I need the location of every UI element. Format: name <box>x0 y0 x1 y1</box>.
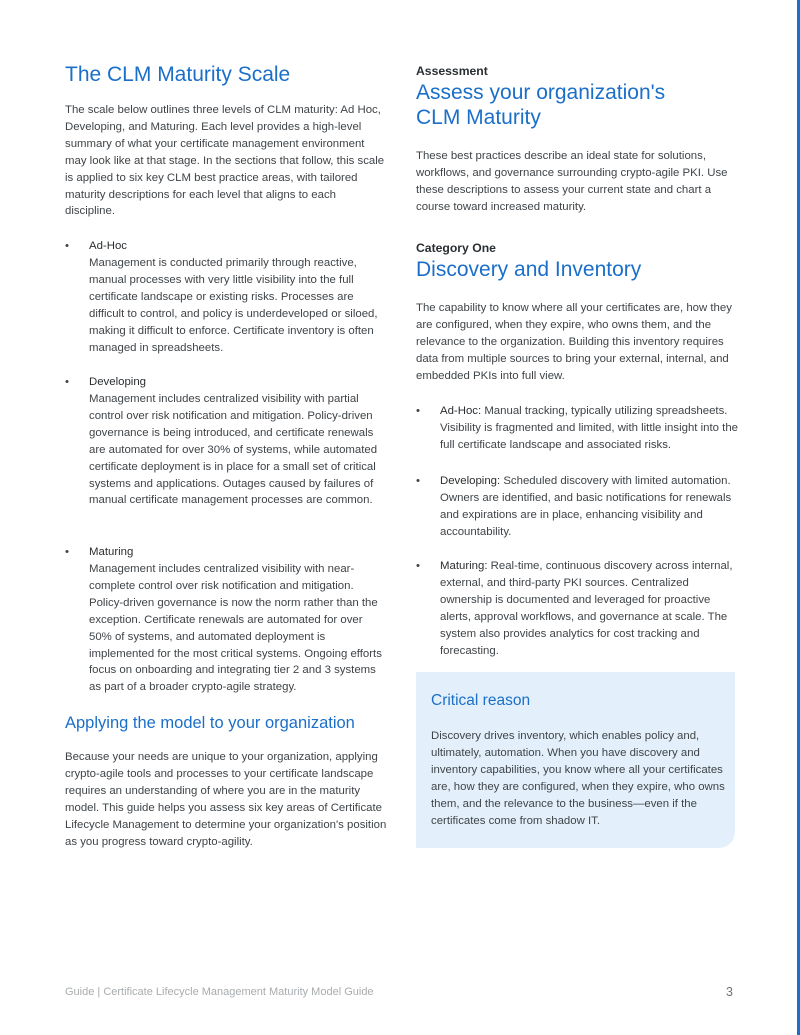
critical-reason-callout <box>416 672 735 848</box>
apply-model-heading: Applying the model to your organization <box>65 714 355 732</box>
assessment-kicker: Assessment <box>416 64 488 78</box>
bullet-dot: • <box>65 546 69 558</box>
category-level-lead: Developing: <box>440 475 501 487</box>
category-level-lead: Maturing: <box>440 560 488 572</box>
maturity-scale-intro: The scale below outlines three levels of CLM maturity: Ad Hoc, Developing, and Maturing. Each level provides a high-level summary of what your certificate management environment may look like at that stage. In the sections that follow, this scale is applied to six key CLM best practice areas, with tailored maturity descriptions for each level that aligns to each discipline. <box>65 104 385 218</box>
level-title: Developing <box>89 376 146 388</box>
callout-title: Critical reason <box>431 692 531 709</box>
apply-model-text: Because your needs are unique to your organization, applying crypto-agile tools and processes to your certificate landscape requires an understanding of where you are in the maturity model. This guide helps you assess six key areas of Certificate Lifecycle Management to determine your organization's position as you progress toward crypto-agility. <box>65 751 387 848</box>
category-level-text <box>440 473 740 541</box>
callout-text: Discovery drives inventory, which enables policy and, ultimately, automation. When you have discovery and inventory capabilities, you know where all your certificates are, how they are configured, when they expire, who owns them, and the relevance to the business—even if the certificates come from shadow IT. <box>431 730 725 827</box>
page-number: 3 <box>726 985 733 999</box>
bullet-dot: • <box>65 240 69 252</box>
category-level-text <box>440 558 740 659</box>
bullet-dot: • <box>416 405 420 417</box>
category-level-lead: Ad-Hoc: <box>440 405 482 417</box>
assessment-title-line-2: CLM Maturity <box>416 106 541 129</box>
footer-text: Guide | Certificate Lifecycle Management Maturity Model Guide <box>65 986 374 998</box>
category-level-body: Real-time, continuous discovery across internal, external, and third-party PKI sources. Centralized ownership is documented and leveraged for proactive alerts, approval workflows, and governance at scale. The system also provides analytics for cost tracking and forecasting. <box>440 560 733 657</box>
category-level-body: Manual tracking, typically utilizing spreadsheets. Visibility is fragmented and limited, with little insight into the full certificate landscape and associated risks. <box>440 405 738 451</box>
level-description: Management includes centralized visibility with near-complete control over risk notification and mitigation. Policy-driven governance is now the norm rather than the exception. Certificate renewals are automated for over 50% of systems, and automated deployment is implemented for the most critical systems. Ongoing efforts focus on onboarding and integrating tier 2 and 3 systems as part of a broader crypto-agile strategy. <box>89 563 382 694</box>
category-kicker: Category One <box>416 241 496 255</box>
level-description: Management is conducted primarily through reactive, manual processes with very little visibility into the full certificate landscape or existing risks. Processes are difficult to control, and policy is underdeveloped or siloed, making it difficult to enforce. Certificate inventory is often managed in spreadsheets. <box>89 257 378 354</box>
bullet-dot: • <box>416 560 420 572</box>
assessment-title-line-1: Assess your organization's <box>416 81 666 104</box>
category-level-body: Scheduled discovery with limited automation. Owners are identified, and basic notifications for renewals and expirations are in place, enhancing visibility and accountability. <box>440 475 732 538</box>
category-title: Discovery and Inventory <box>416 258 642 281</box>
bullet-dot: • <box>416 475 420 487</box>
level-description: Management includes centralized visibility with partial control over risk notification and mitigation. Policy-driven governance is being introduced, and certificate renewals are automated for over 30% of systems, while automated certificate deployment is in place for a small set of critical systems and applications. Outages caused by failures of manual certificate management processes are common. <box>89 393 378 507</box>
assessment-title <box>416 80 665 130</box>
category-text: The capability to know where all your certificates are, how they are configured, when they expire, who owns them, and the relevance to the organization. Building this inventory requires data from multiple sources to bring your external, internal, and embedded PKIs into full view. <box>416 302 732 382</box>
assessment-text: These best practices describe an ideal state for solutions, workflows, and governance surrounding crypto-agile PKI. Use these descriptions to assess your current state and chart a course toward increased maturity. <box>416 150 728 213</box>
level-title: Ad-Hoc <box>89 240 127 252</box>
bullet-dot: • <box>65 376 69 388</box>
level-title: Maturing <box>89 546 134 558</box>
category-level-text <box>440 403 740 454</box>
maturity-scale-title: The CLM Maturity Scale <box>65 63 291 86</box>
